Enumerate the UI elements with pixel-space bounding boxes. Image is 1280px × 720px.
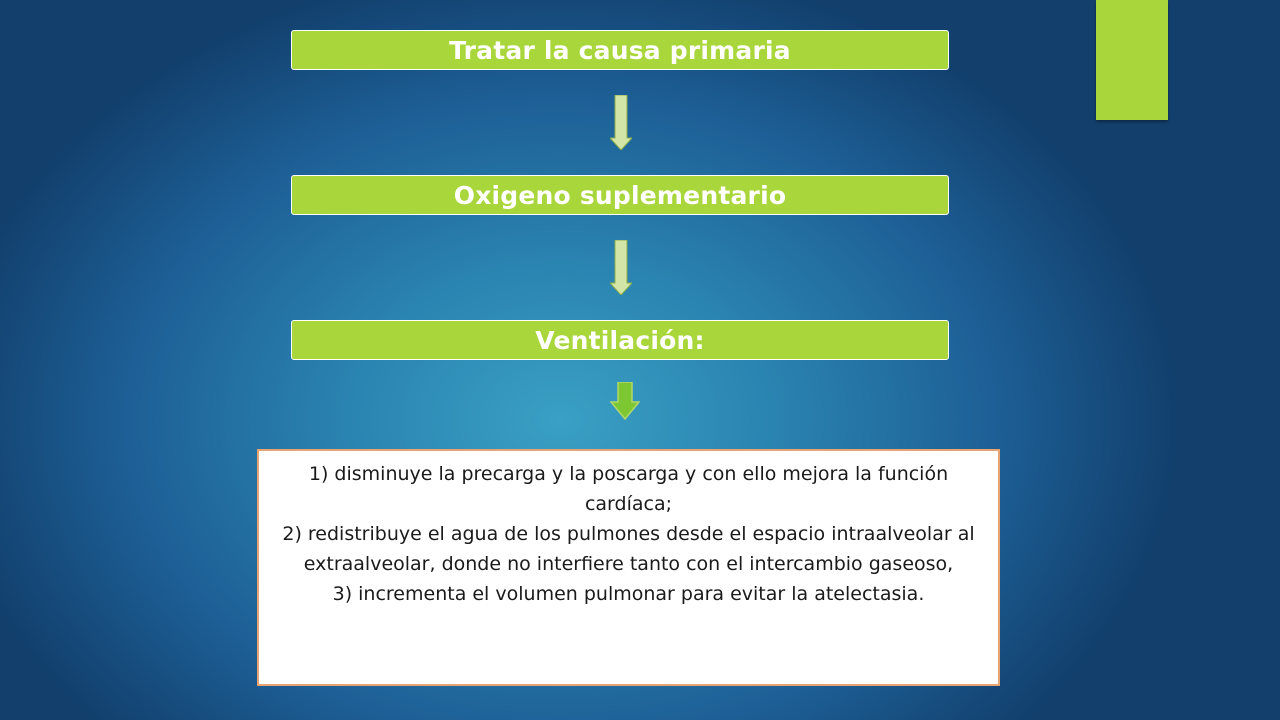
step-label-1: Tratar la causa primaria [449,35,791,65]
step-box-2 [291,175,949,215]
down-arrow-icon-2 [610,240,632,295]
ventilation-details-box [257,449,1000,686]
step-label-3: Ventilación: [535,325,705,355]
detail-item-3: 3) incrementa el volumen pulmonar para evitar la atelectasia. [332,583,925,605]
down-arrow-icon-1 [610,95,632,150]
down-arrow-icon-3 [610,382,640,420]
step-label-2: Oxigeno suplementario [453,180,787,210]
detail-item-2: 2) redistribuye el agua de los pulmones desde el espacio intraalveolar al extraalveolar, donde no interfiere tanto con el intercambio gaseoso, [282,523,975,575]
detail-item-1: 1) disminuye la precarga y la poscarga y con ello mejora la función cardíaca; [308,463,949,515]
step-box-3 [291,320,949,360]
step-box-1 [291,30,949,70]
corner-accent-bar [1096,0,1168,120]
